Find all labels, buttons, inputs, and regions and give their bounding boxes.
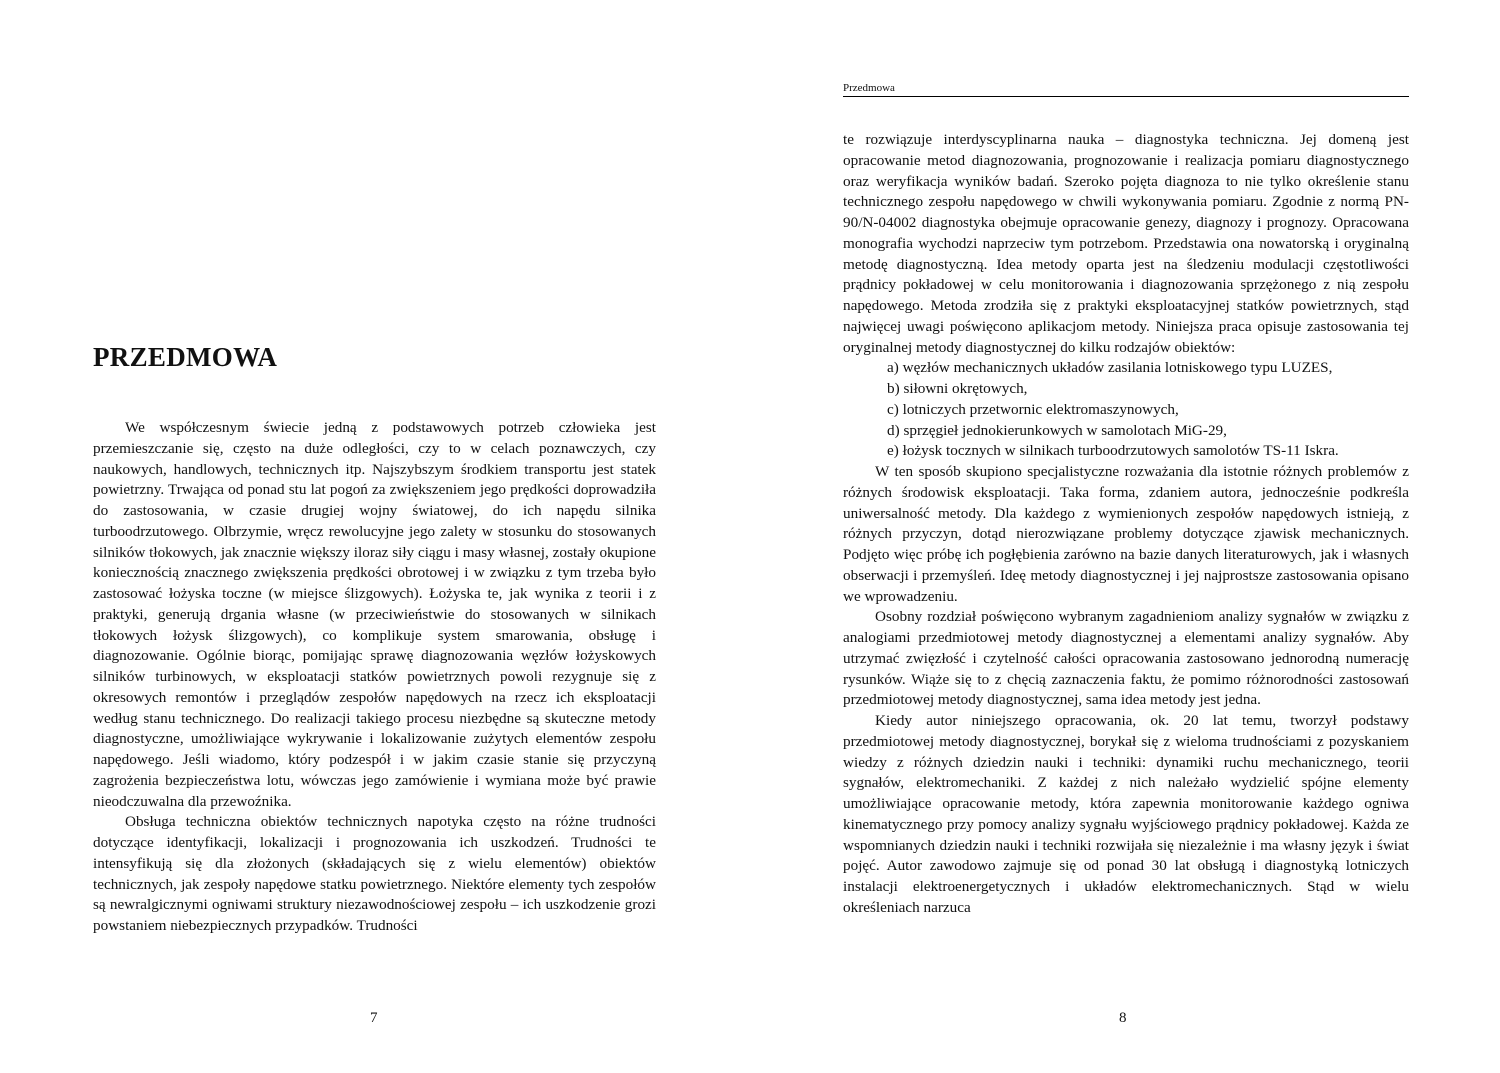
right-paragraph-3: Kiedy autor niniejszego opracowania, ok. 20 lat temu, tworzył podstawy przedmiotowej metody diagnostycznej, borykał się z wieloma trudnościami z pozyskaniem wiedzy z różnych dziedzin nauki i techniki: dynamiki ruchu mechanicznego, teorii sygnałów, elektromechaniki. Z każdej z nich należało wydzielić spójne elementy umożliwiające opracowanie metody, która zapewnia monitorowanie każdego ogniwa kinematycznego przy pomocy analizy sygnału wyjściowego prądnicy pokładowej. Każda ze wspomnianych dziedzin nauki i techniki rozwijała się niezależnie i ma własny język i świat pojęć. Autor zawodowo zajmuje się od ponad 30 lat obsługą i diagnostyką lotniczych instalacji elektroenergetycznych i układów elektromechanicznych. Stąd w wielu określeniach narzuca	[843, 712, 1409, 916]
right-page-body	[843, 130, 1409, 919]
list-item: b) siłowni okrętowych,	[887, 380, 1028, 397]
list-item: a) węzłów mechanicznych układów zasilania lotniskowego typu LUZES,	[887, 359, 1333, 377]
left-paragraph-1: We współczesnym świecie jedną z podstawowych potrzeb człowieka jest przemieszczanie się, często na duże odległości, czy to w celach poznawczych, czy naukowych, handlowych, technicznych itp. Najszybszym środkiem transportu jest statek powietrzny. Trwająca od ponad stu lat pogoń za zwiększeniem jego prędkości doprowadziła do zastosowania, w czasie drugiej wojny światowej, do ich napędu silnika turboodrzutowego. Olbrzymie, wręcz rewolucyjne jego zalety w stosunku do stosowanych silników tłokowych, jak znacznie większy iloraz siły ciągu i masy własnej, zostały okupione koniecznością znacznego zwiększenia prędkości obrotowej i w związku z tym trzeba było zastosować łożyska toczne (w miejsce ślizgowych). Łożyska te, jak wynika z teorii i z praktyki, generują drgania własne (w przeciwieństwie do stosowanych w silnikach tłokowych łożysk ślizgowych), co komplikuje system smarowania, obsługę i diagnozowanie. Ogólnie biorąc, pomijając sprawę diagnozowania węzłów łożyskowych silników turbinowych, w eksploatacji statków powietrznych powoli rezygnuje się z okresowych remontów i przeglądów zespołów napędowych na rzecz ich eksploatacji według stanu technicznego. Do realizacji takiego procesu niezbędne są skuteczne metody diagnostyczne, umożliwiające wykrywanie i lokalizowanie zużytych elementów zespołu napędowego. Jeśli wiadomo, który podzespół i w jakim czasie stanie się przyczyną zagrożenia bezpieczeństwa lotu, wówczas jego zamówienie i wymiana może być prawie nieodczuwalna dla przewoźnika.	[93, 419, 656, 810]
left-page-body	[93, 418, 656, 937]
list-item: d) sprzęgieł jednokierunkowych w samolotach MiG-29,	[887, 421, 1227, 439]
chapter-title: PRZEDMOWA	[93, 342, 278, 372]
page-number-left: 7	[370, 1010, 378, 1026]
list-item: c) lotniczych przetwornic elektromaszynowych,	[887, 400, 1179, 418]
left-paragraph-2: Obsługa techniczna obiektów technicznych napotyka często na różne trudności dotyczące identyfikacji, lokalizacji i prognozowania ich uszkodzeń. Trudności te intensyfikują się dla złożonych (składających się z wielu elementów) obiektów technicznych, jak zespoły napędowe statku powietrznego. Niektóre elementy tych zespołów są newralgicznymi ogniwami struktury niezawodnościowej zespołu – ich uszkodzenie grozi powstaniem niebezpiecznych przypadków. Trudności	[93, 813, 656, 934]
right-paragraph-2: Osobny rozdział poświęcono wybranym zagadnieniom analizy sygnałów w związku z analogiami przedmiotowej metody diagnostycznej a elementami analizy sygnałów. Aby utrzymać zwięzłość i czytelność całości opracowania zastosowano jednorodną numerację rysunków. Wiąże się to z chęcią zaznaczenia faktu, że pomimo różnorodności zastosowań przedmiotowej metody diagnostycznej, sama idea metody jest jedna.	[843, 608, 1409, 709]
right-paragraph-1: W ten sposób skupiono specjalistyczne rozważania dla istotnie różnych problemów z różnych środowisk eksploatacji. Taka forma, zdaniem autora, jednocześnie podkreśla uniwersalność metody. Dla każdego z wymienionych zespołów napędowych istnieją, z różnych przyczyn, dotąd nierozwiązane problemy dotyczące zjawisk mechanicznych. Podjęto więc próbę ich pogłębienia zarówno na bazie danych literaturowych, jak i własnych obserwacji i przemyśleń. Ideę metody diagnostycznej i jej najprostsze zastosowania opisano we wprowadzeniu.	[843, 463, 1409, 605]
right-intro-paragraph: te rozwiązuje interdyscyplinarna nauka – diagnostyka techniczna. Jej domeną jest opracowanie metod diagnozowania, prognozowanie i realizacja pomiaru diagnostycznego oraz weryfikacja wyników badań. Szeroko pojęta diagnoza to nie tylko określenie stanu technicznego zespołu napędowego w chwili wykonywania pomiaru. Zgodnie z normą PN-90/N-04002 diagnostyka obejmuje opracowanie genezy, diagnozy i prognozy. Opracowana monografia wychodzi naprzeciw tym potrzebom. Przedstawia ona nowatorską i oryginalną metodę diagnostyczną. Idea metody oparta jest na śledzeniu modulacji częstotliwości prądnicy pokładowej w celu monitorowania i diagnozowania sprzężonego z nią zespołu napędowego. Metoda zrodziła się z praktyki eksploatacyjnej statków powietrznych, stąd najwięcej uwagi poświęcono aplikacjom metody. Niniejsza praca opisuje zastosowania tej oryginalnej metody diagnostycznej do kilku rodzajów obiektów:	[843, 131, 1409, 356]
page-number-right: 8	[1119, 1010, 1127, 1026]
object-list	[843, 358, 1409, 462]
running-head: Przedmowa	[843, 82, 1409, 97]
list-item: e) łożysk tocznych w silnikach turboodrzutowych samolotów TS-11 Iskra.	[887, 442, 1339, 460]
